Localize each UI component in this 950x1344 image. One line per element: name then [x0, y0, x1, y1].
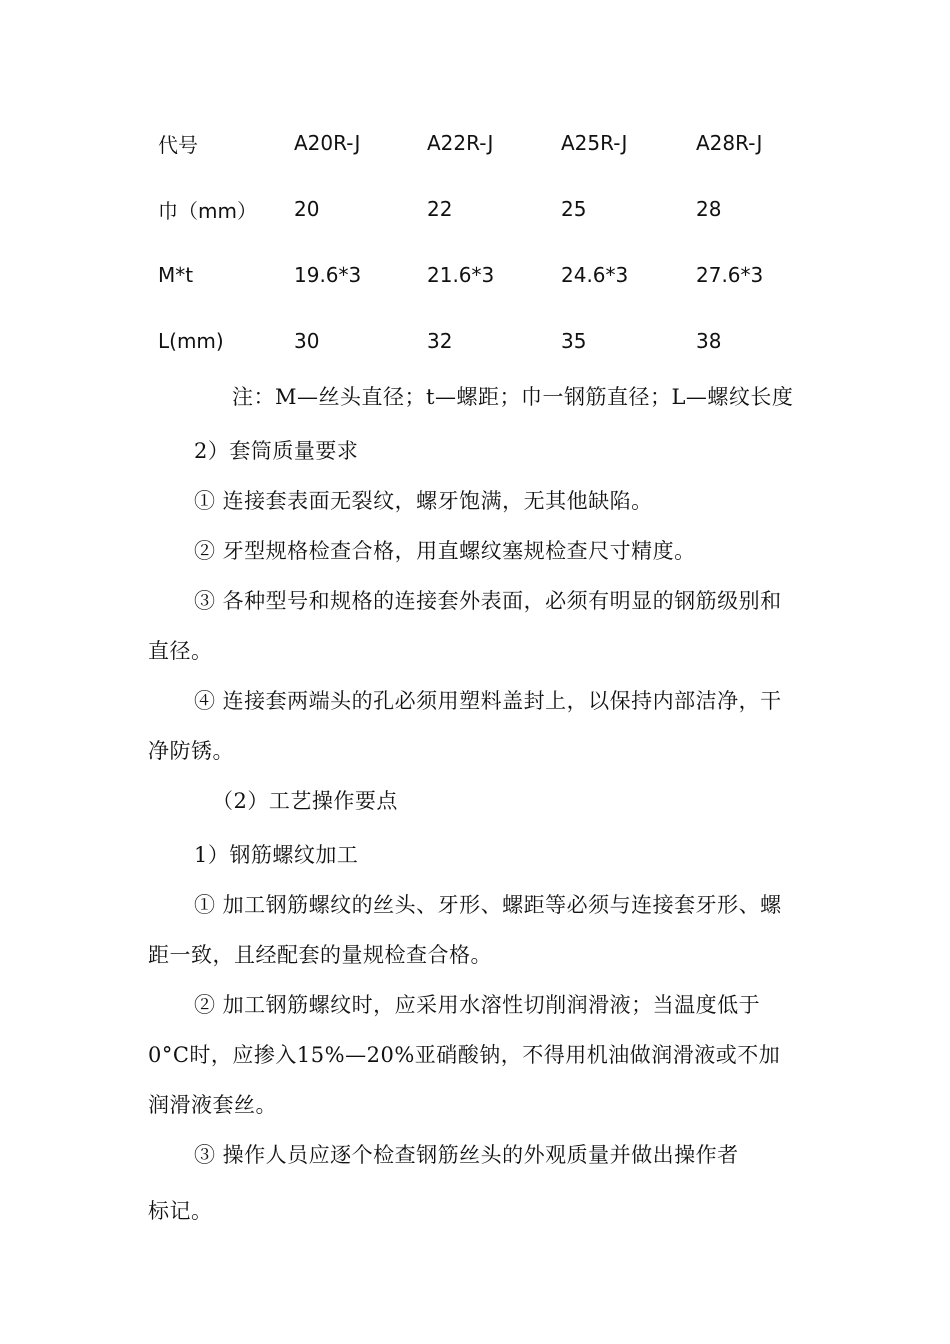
spec-cell: A22R-J: [427, 131, 494, 155]
spec-row-label: L(mm): [158, 329, 224, 353]
spec-cell: 19.6*3: [294, 263, 362, 287]
spec-row-label: 代号: [158, 132, 198, 157]
spec-cell: 28: [696, 197, 722, 221]
spec-table: [158, 110, 816, 374]
spec-cell: 27.6*3: [696, 263, 764, 287]
spec-table-row: [158, 110, 816, 176]
spec-cell: 35: [561, 329, 587, 353]
sleeve-item-3-line-2: 直径。: [148, 639, 213, 663]
process-sub-heading: 1）钢筋螺纹加工: [194, 843, 359, 867]
spec-cell: 21.6*3: [427, 263, 495, 287]
spec-cell: A20R-J: [294, 131, 361, 155]
process-item-3-line-2: 标记。: [148, 1199, 213, 1223]
spec-cell: 30: [294, 329, 320, 353]
spec-cell: 24.6*3: [561, 263, 629, 287]
process-item-2-line-1: ② 加工钢筋螺纹时，应采用水溶性切削润滑液；当温度低于: [194, 993, 761, 1017]
spec-cell: 25: [561, 197, 587, 221]
spec-table-row: [158, 242, 816, 308]
spec-table-row: [158, 176, 816, 242]
sleeve-item-2: ② 牙型规格检查合格，用直螺纹塞规检查尺寸精度。: [194, 539, 696, 563]
table-note: 注：M—丝头直径；t—螺距；巾一钢筋直径；L—螺纹长度: [232, 385, 794, 409]
spec-cell: 38: [696, 329, 722, 353]
process-item-2-line-3: 润滑液套丝。: [148, 1093, 277, 1117]
spec-row-label: 巾（mm）: [158, 198, 257, 223]
sleeve-item-1: ① 连接套表面无裂纹，螺牙饱满，无其他缺陷。: [194, 489, 653, 513]
spec-cell: A25R-J: [561, 131, 628, 155]
sleeve-item-4-line-1: ④ 连接套两端头的孔必须用塑料盖封上，以保持内部洁净，干: [194, 689, 782, 713]
spec-cell: A28R-J: [696, 131, 763, 155]
spec-cell: 32: [427, 329, 453, 353]
sleeve-quality-heading: 2）套筒质量要求: [194, 439, 359, 463]
process-heading: （2）工艺操作要点: [212, 789, 398, 813]
process-item-3-line-1: ③ 操作人员应逐个检查钢筋丝头的外观质量并做出操作者: [194, 1143, 739, 1167]
process-item-1-line-2: 距一致，且经配套的量规检查合格。: [148, 943, 492, 967]
spec-table-body: [158, 110, 816, 374]
sleeve-item-3-line-1: ③ 各种型号和规格的连接套外表面，必须有明显的钢筋级别和: [194, 589, 782, 613]
process-item-1-line-1: ① 加工钢筋螺纹的丝头、牙形、螺距等必须与连接套牙形、螺: [194, 893, 782, 917]
spec-cell: 22: [427, 197, 453, 221]
sleeve-item-4-line-2: 净防锈。: [148, 739, 234, 763]
spec-cell: 20: [294, 197, 320, 221]
process-item-2-line-2: 0°C时，应掺入15%—20%亚硝酸钠，不得用机油做润滑液或不加: [148, 1043, 781, 1067]
spec-row-label: M*t: [158, 263, 194, 287]
spec-table-row: [158, 308, 816, 374]
